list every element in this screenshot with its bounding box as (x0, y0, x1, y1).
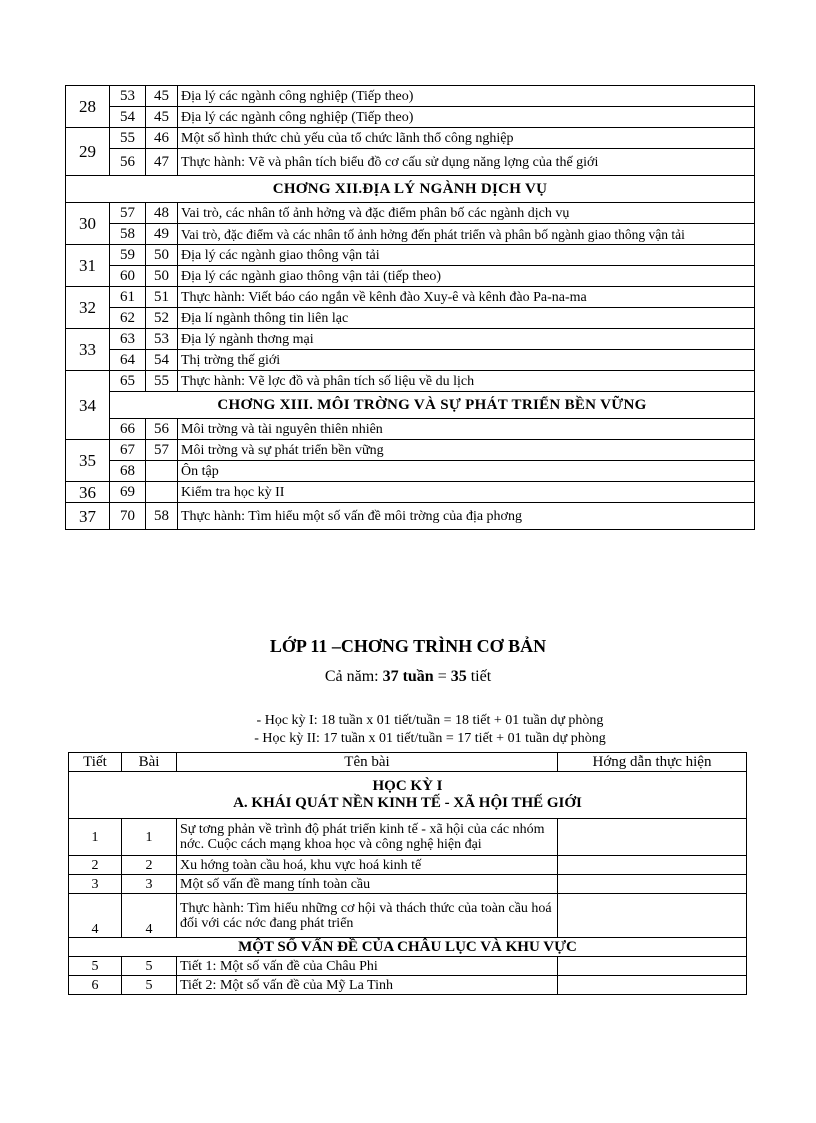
tiet-cell: 6 (69, 976, 122, 995)
bai-cell: 48 (146, 203, 178, 224)
lesson-cell: 65 (110, 371, 146, 392)
lesson-title: Sự tơng phản về trình độ phát triển kinh tế - xã hội của các nhóm nớc. Cuộc cách mạng khoa học và công nghệ hiện đại (177, 819, 558, 856)
week-cell: 33 (66, 329, 110, 371)
table-row (66, 461, 755, 482)
guide-cell (558, 875, 747, 894)
table-row (66, 440, 755, 461)
bai-cell: 50 (146, 245, 178, 266)
lesson-cell: 60 (110, 266, 146, 287)
lesson-title: Thực hành: Tìm hiểu những cơ hội và thách thức của toàn cầu hoá đối với các nớc đang phát triển (177, 894, 558, 938)
bai-cell (146, 461, 178, 482)
week-cell: 36 (66, 482, 110, 503)
table-row (66, 503, 755, 530)
bai-cell: 1 (122, 819, 177, 856)
bai-cell: 54 (146, 350, 178, 371)
tiet-cell: 1 (69, 819, 122, 856)
guide-cell (558, 976, 747, 995)
lesson-title: Địa lý ngành thơng mại (178, 329, 755, 350)
table-row (69, 957, 747, 976)
lesson-cell: 53 (110, 86, 146, 107)
lesson-title: Địa lí ngành thông tin liên lạc (178, 308, 755, 329)
chapter-row (66, 392, 755, 419)
lesson-title: Thị trờng thế giới (178, 350, 755, 371)
bai-cell: 45 (146, 107, 178, 128)
section-a-heading: A. KHÁI QUÁT NỀN KINH TẾ - XÃ HỘI THẾ GIỚI (233, 795, 582, 811)
table-row (69, 976, 747, 995)
bai-cell (146, 482, 178, 503)
lesson-title: Một số vấn đề mang tính toàn cầu (177, 875, 558, 894)
semester-heading (69, 772, 747, 819)
lesson-cell: 68 (110, 461, 146, 482)
lesson-cell: 66 (110, 419, 146, 440)
lesson-title: Thực hành: Viết báo cáo ngắn về kênh đào Xuy-ê và kênh đào Pa-na-ma (178, 287, 755, 308)
header-ten-bai: Tên bài (177, 753, 558, 772)
lesson-title: Xu hớng toàn cầu hoá, khu vực hoá kinh tế (177, 856, 558, 875)
week-cell: 37 (66, 503, 110, 530)
table-row (69, 875, 747, 894)
table-row (66, 308, 755, 329)
tiet-cell: 3 (69, 875, 122, 894)
table-row (66, 329, 755, 350)
week-cell: 30 (66, 203, 110, 245)
lesson-cell: 63 (110, 329, 146, 350)
table-row (66, 419, 755, 440)
chapter-row (66, 176, 755, 203)
lesson-title: Ôn tập (178, 461, 755, 482)
lesson-title: Kiểm tra học kỳ II (178, 482, 755, 503)
table-row (69, 894, 747, 938)
bai-cell: 4 (122, 894, 177, 938)
lesson-cell: 69 (110, 482, 146, 503)
subtitle-suffix: tiết (466, 668, 492, 685)
guide-cell (558, 894, 747, 938)
lesson-cell: 59 (110, 245, 146, 266)
bai-cell: 2 (122, 856, 177, 875)
lesson-title: Thực hành: Vẽ lợc đồ và phân tích số liệu về du lịch (178, 371, 755, 392)
table-row (66, 203, 755, 224)
lesson-cell: 64 (110, 350, 146, 371)
bai-cell: 50 (146, 266, 178, 287)
grade11-table (68, 752, 747, 995)
bai-cell: 47 (146, 149, 178, 176)
table-row (66, 86, 755, 107)
lesson-title: Vai trò, đặc điểm và các nhân tố ảnh hởng đến phát triển và phân bố ngành giao thông vận tải (178, 224, 755, 245)
lesson-title: Tiết 2: Một số vấn đề của Mỹ La Tinh (177, 976, 558, 995)
bai-cell: 53 (146, 329, 178, 350)
tiet-cell: 2 (69, 856, 122, 875)
chapter-heading: CHƠNG XII.ĐỊA LÝ NGÀNH DỊCH VỤ (66, 176, 755, 203)
table-row (66, 224, 755, 245)
lesson-title: Địa lý các ngành công nghiệp (Tiếp theo) (178, 86, 755, 107)
semester-label: HỌC KỲ I (372, 778, 443, 794)
lesson-title: Thực hành: Vẽ và phân tích biểu đồ cơ cấu sử dụng năng lợng của thế giới (178, 149, 755, 176)
table-row (66, 350, 755, 371)
lesson-title: Một số hình thức chủ yếu của tổ chức lãnh thổ công nghiệp (178, 128, 755, 149)
section-row (69, 938, 747, 957)
tiet-cell: 5 (69, 957, 122, 976)
table-row (66, 245, 755, 266)
lesson-title: Thực hành: Tìm hiểu một số vấn đề môi trờng của địa phơng (178, 503, 755, 530)
week-cell: 29 (66, 128, 110, 176)
lesson-cell: 70 (110, 503, 146, 530)
header-huong-dan: Hớng dẫn thực hiện (558, 753, 747, 772)
lesson-cell: 58 (110, 224, 146, 245)
bai-cell: 46 (146, 128, 178, 149)
bai-cell: 5 (122, 957, 177, 976)
table-row (69, 819, 747, 856)
tiet-cell: 4 (69, 894, 122, 938)
table-row (66, 107, 755, 128)
lesson-cell: 61 (110, 287, 146, 308)
lesson-title: Môi trờng và tài nguyên thiên nhiên (178, 419, 755, 440)
lesson-cell: 56 (110, 149, 146, 176)
subtitle-prefix: Cả năm: (324, 668, 383, 685)
week-cell: 31 (66, 245, 110, 287)
page-title: LỚP 11 –CHƠNG TRÌNH CƠ BẢN (269, 636, 547, 656)
bai-cell: 51 (146, 287, 178, 308)
week-cell: 28 (66, 86, 110, 128)
table-row (66, 266, 755, 287)
header-bai: Bài (122, 753, 177, 772)
section-b-heading: MỘT SỐ VẤN ĐỀ CỦA CHÂU LỤC VÀ KHU VỰC (69, 938, 747, 957)
week-cell: 35 (66, 440, 110, 482)
bai-cell: 56 (146, 419, 178, 440)
week-cell: 32 (66, 287, 110, 329)
bai-cell: 58 (146, 503, 178, 530)
chapter-heading: CHƠNG XIII. MÔI TRỜNG VÀ SỰ PHÁT TRIỂN BỀN VỮNG (110, 392, 755, 419)
page-subtitle (0, 668, 816, 686)
table-row (66, 287, 755, 308)
table-row (66, 371, 755, 392)
header-tiet: Tiết (69, 753, 122, 772)
subtitle-equals: = (433, 668, 451, 685)
lesson-cell: 57 (110, 203, 146, 224)
table-row (66, 149, 755, 176)
table-row (69, 856, 747, 875)
bai-cell: 45 (146, 86, 178, 107)
lesson-title: Địa lý các ngành giao thông vận tải (tiếp theo) (178, 266, 755, 287)
table-row (66, 482, 755, 503)
semester-note-1: - Học kỳ I: 18 tuần x 01 tiết/tuần = 18 tiết + 01 tuần dự phòng (256, 713, 604, 728)
bai-cell: 55 (146, 371, 178, 392)
lesson-title: Vai trò, các nhân tố ảnh hởng và đặc điểm phân bố các ngành dịch vụ (178, 203, 755, 224)
lesson-cell: 62 (110, 308, 146, 329)
lesson-title: Địa lý các ngành công nghiệp (Tiếp theo) (178, 107, 755, 128)
semester-note-2: - Học kỳ II: 17 tuần x 01 tiết/tuần = 17 tiết + 01 tuần dự phòng (254, 731, 606, 746)
lesson-title: Tiết 1: Một số vấn đề của Châu Phi (177, 957, 558, 976)
guide-cell (558, 856, 747, 875)
week-cell: 34 (66, 371, 110, 440)
schedule-table-continued (65, 85, 755, 530)
guide-cell (558, 957, 747, 976)
header-row (69, 753, 747, 772)
lesson-title: Môi trờng và sự phát triển bền vững (178, 440, 755, 461)
subtitle-lessons: 35 (450, 668, 467, 685)
bai-cell: 49 (146, 224, 178, 245)
bai-cell: 52 (146, 308, 178, 329)
semester-row (69, 772, 747, 819)
lesson-cell: 54 (110, 107, 146, 128)
bai-cell: 5 (122, 976, 177, 995)
bai-cell: 3 (122, 875, 177, 894)
guide-cell (558, 819, 747, 856)
bai-cell: 57 (146, 440, 178, 461)
lesson-title: Địa lý các ngành giao thông vận tải (178, 245, 755, 266)
table-row (66, 128, 755, 149)
subtitle-weeks: 37 tuần (382, 668, 434, 685)
lesson-cell: 55 (110, 128, 146, 149)
lesson-cell: 67 (110, 440, 146, 461)
